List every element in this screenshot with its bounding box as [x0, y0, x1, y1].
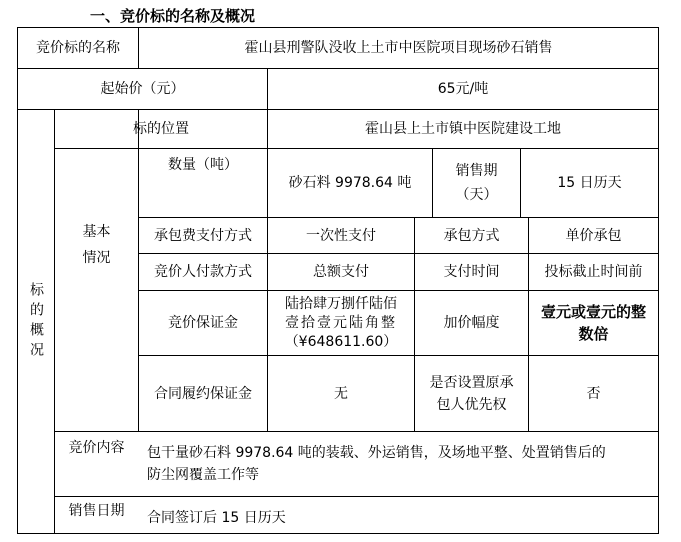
- increment-value-line1: 壹元或壹元的整: [540, 303, 646, 321]
- name-value: 霍山县刑警队没收上土市中医院项目现场砂石销售: [244, 40, 553, 56]
- quantity-value: 砂石料 9978.64 吨: [288, 175, 412, 191]
- name-label: 竞价标的名称: [36, 40, 120, 56]
- content-value-line1: 包干量砂石料 9978.64 吨的装载、外运销售，及场地平整、处置销售后的: [147, 445, 606, 461]
- start-price-label: 起始价（元）: [100, 81, 185, 97]
- contract-deposit-value: 无: [334, 385, 348, 402]
- quantity-label: 数量（吨）: [168, 157, 238, 173]
- priority-label-line1: 是否设置原承: [429, 374, 514, 391]
- increment-value-line2: 数倍: [578, 325, 609, 343]
- priority-value: 否: [586, 385, 601, 402]
- overview-label-text: 标的概况: [28, 281, 44, 362]
- deposit-label: 竞价保证金: [168, 315, 238, 331]
- payment-time-value: 投标截止时间前: [544, 264, 643, 280]
- start-price-value: 65元/吨: [437, 81, 489, 97]
- bidder-payment-label: 竞价人付款方式: [154, 264, 252, 280]
- contract-mode-value: 单价承包: [565, 227, 622, 244]
- bid-info-table: [17, 27, 659, 534]
- priority-label-line2: 包人优先权: [436, 396, 507, 413]
- fee-payment-label: 承包费支付方式: [154, 227, 252, 244]
- deposit-value: [268, 291, 414, 355]
- deposit-value-line2: 壹拾壹元陆角整: [285, 314, 397, 331]
- sale-date-label: 销售日期: [68, 503, 125, 519]
- content-value: [139, 432, 658, 496]
- increment-value: [529, 291, 658, 355]
- sale-period-label-text: 销售期（天）: [455, 163, 498, 203]
- sale-period-value: 15 日历天: [557, 175, 622, 191]
- overview-label: [18, 110, 54, 533]
- payment-time-label: 支付时间: [443, 264, 500, 280]
- location-value: 霍山县上土市镇中医院建设工地: [365, 121, 561, 137]
- priority-label: [415, 356, 528, 431]
- bidder-payment-value: 总额支付: [313, 264, 369, 280]
- section-heading: 一、竞价标的名称及概况: [90, 7, 256, 25]
- sale-period-label: [433, 149, 520, 217]
- deposit-value-line3: （¥648611.60）: [284, 333, 398, 350]
- contract-mode-label: 承包方式: [443, 227, 500, 244]
- basic-label-text: 基本情况: [82, 224, 111, 266]
- sale-date-value: 合同签订后 15 日历天: [147, 510, 286, 526]
- content-label: 竞价内容: [68, 440, 125, 456]
- deposit-value-line1: 陆拾肆万捌仟陆佰: [285, 295, 397, 312]
- basic-label: [55, 149, 138, 431]
- fee-payment-value: 一次性支付: [306, 227, 376, 244]
- location-label: 标的位置: [133, 121, 189, 137]
- increment-label: 加价幅度: [443, 315, 500, 331]
- content-value-line2: 防尘网覆盖工作等: [147, 467, 259, 483]
- contract-deposit-label: 合同履约保证金: [154, 385, 252, 402]
